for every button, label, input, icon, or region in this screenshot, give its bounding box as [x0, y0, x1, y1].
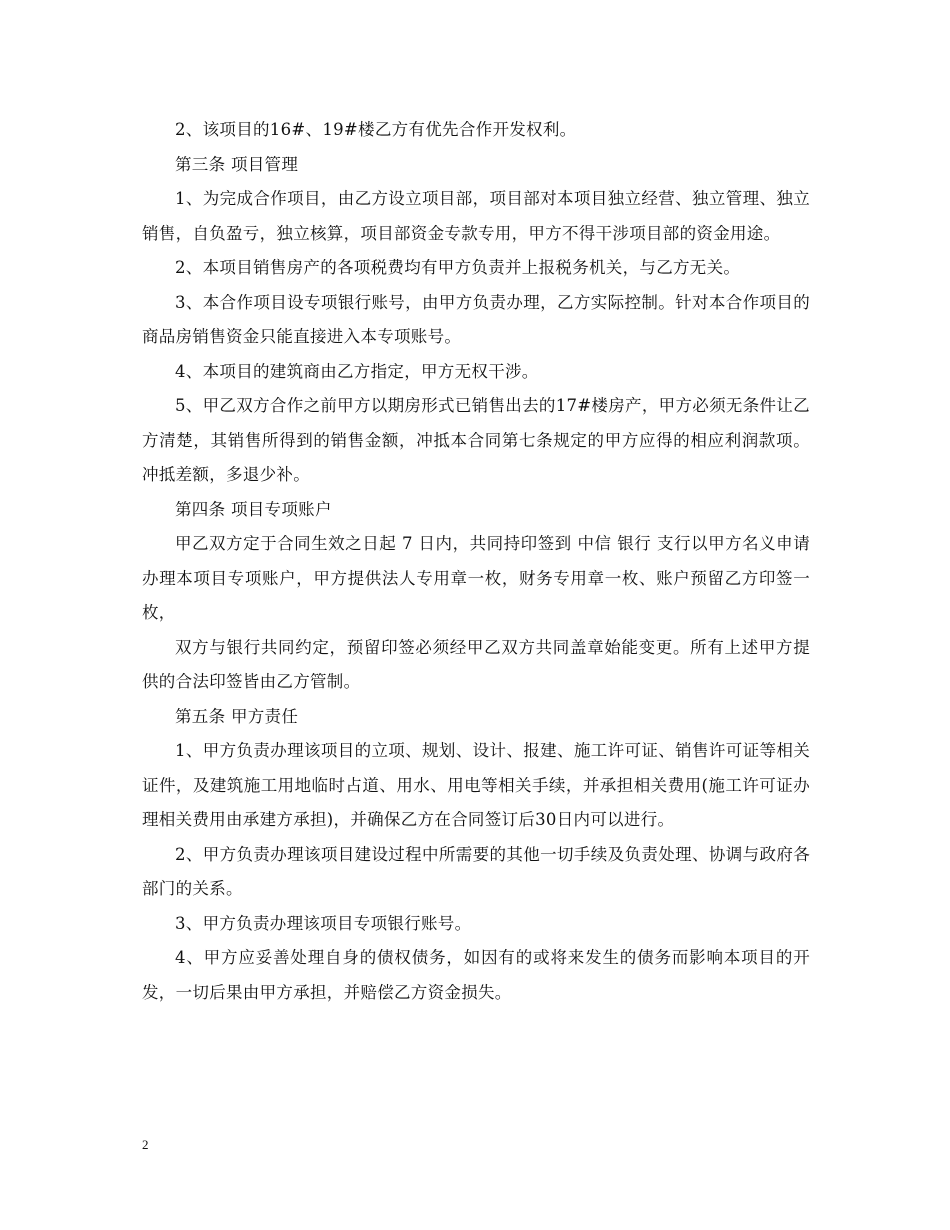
- document-body: [142, 113, 810, 1010]
- paragraph: 4、本项目的建筑商由乙方指定，甲方无权干涉。: [175, 361, 539, 381]
- paragraph: 3、本合作项目设专项银行账号，由甲方负责办理，乙方实际控制。针对本合作项目的商品房销售资金只能直接进入本专项账号。: [142, 292, 810, 346]
- page-number: 2: [142, 1137, 149, 1152]
- paragraph: 3、甲方负责办理该项目专项银行账号。: [175, 913, 472, 933]
- section-heading: 第五条 甲方责任: [175, 706, 299, 726]
- section-heading: 第四条 项目专项账户: [175, 499, 332, 519]
- paragraph: 2、甲方负责办理该项目建设过程中所需要的其他一切手续及负责处理、协调与政府各部门的关系。: [142, 844, 810, 898]
- paragraph: 2、本项目销售房产的各项税费均有甲方负责并上报税务机关，与乙方无关。: [175, 258, 741, 277]
- paragraph: 1、甲方负责办理该项目的立项、规划、设计、报建、施工许可证、销售许可证等相关证件，及建筑施工用地临时占道、用水、用电等相关手续，并承担相关费用(施工许可证办理相关费用由承建方承担)，并确保乙方在合同签订后30日内可以进行。: [142, 741, 810, 829]
- section-heading: 第三条 项目管理: [175, 154, 299, 174]
- paragraph: 5、甲乙双方合作之前甲方以期房形式已销售出去的17#楼房产，甲方必须无条件让乙方清楚，其销售所得到的销售金额，冲抵本合同第七条规定的甲方应得的相应利润款项。冲抵差额，多退少补。: [142, 396, 810, 484]
- paragraph: 双方与银行共同约定，预留印签必须经甲乙双方共同盖章始能变更。所有上述甲方提供的合法印签皆由乙方管制。: [142, 637, 810, 691]
- paragraph: 2、该项目的16#、19#楼乙方有优先合作开发权利。: [175, 120, 577, 139]
- paragraph: 1、为完成合作项目，由乙方设立项目部，项目部对本项目独立经营、独立管理、独立销售，自负盈亏，独立核算，项目部资金专款专用，甲方不得干涉项目部的资金用途。: [142, 189, 810, 243]
- paragraph: 甲乙双方定于合同生效之日起 7 日内，共同持印签到 中信 银行 支行以甲方名义申请办理本项目专项账户，甲方提供法人专用章一枚，财务专用章一枚、账户预留乙方印签一枚，: [142, 534, 810, 622]
- paragraph: 4、甲方应妥善处理自身的债权债务，如因有的或将来发生的债务而影响本项目的开发，一切后果由甲方承担，并赔偿乙方资金损失。: [142, 948, 810, 1002]
